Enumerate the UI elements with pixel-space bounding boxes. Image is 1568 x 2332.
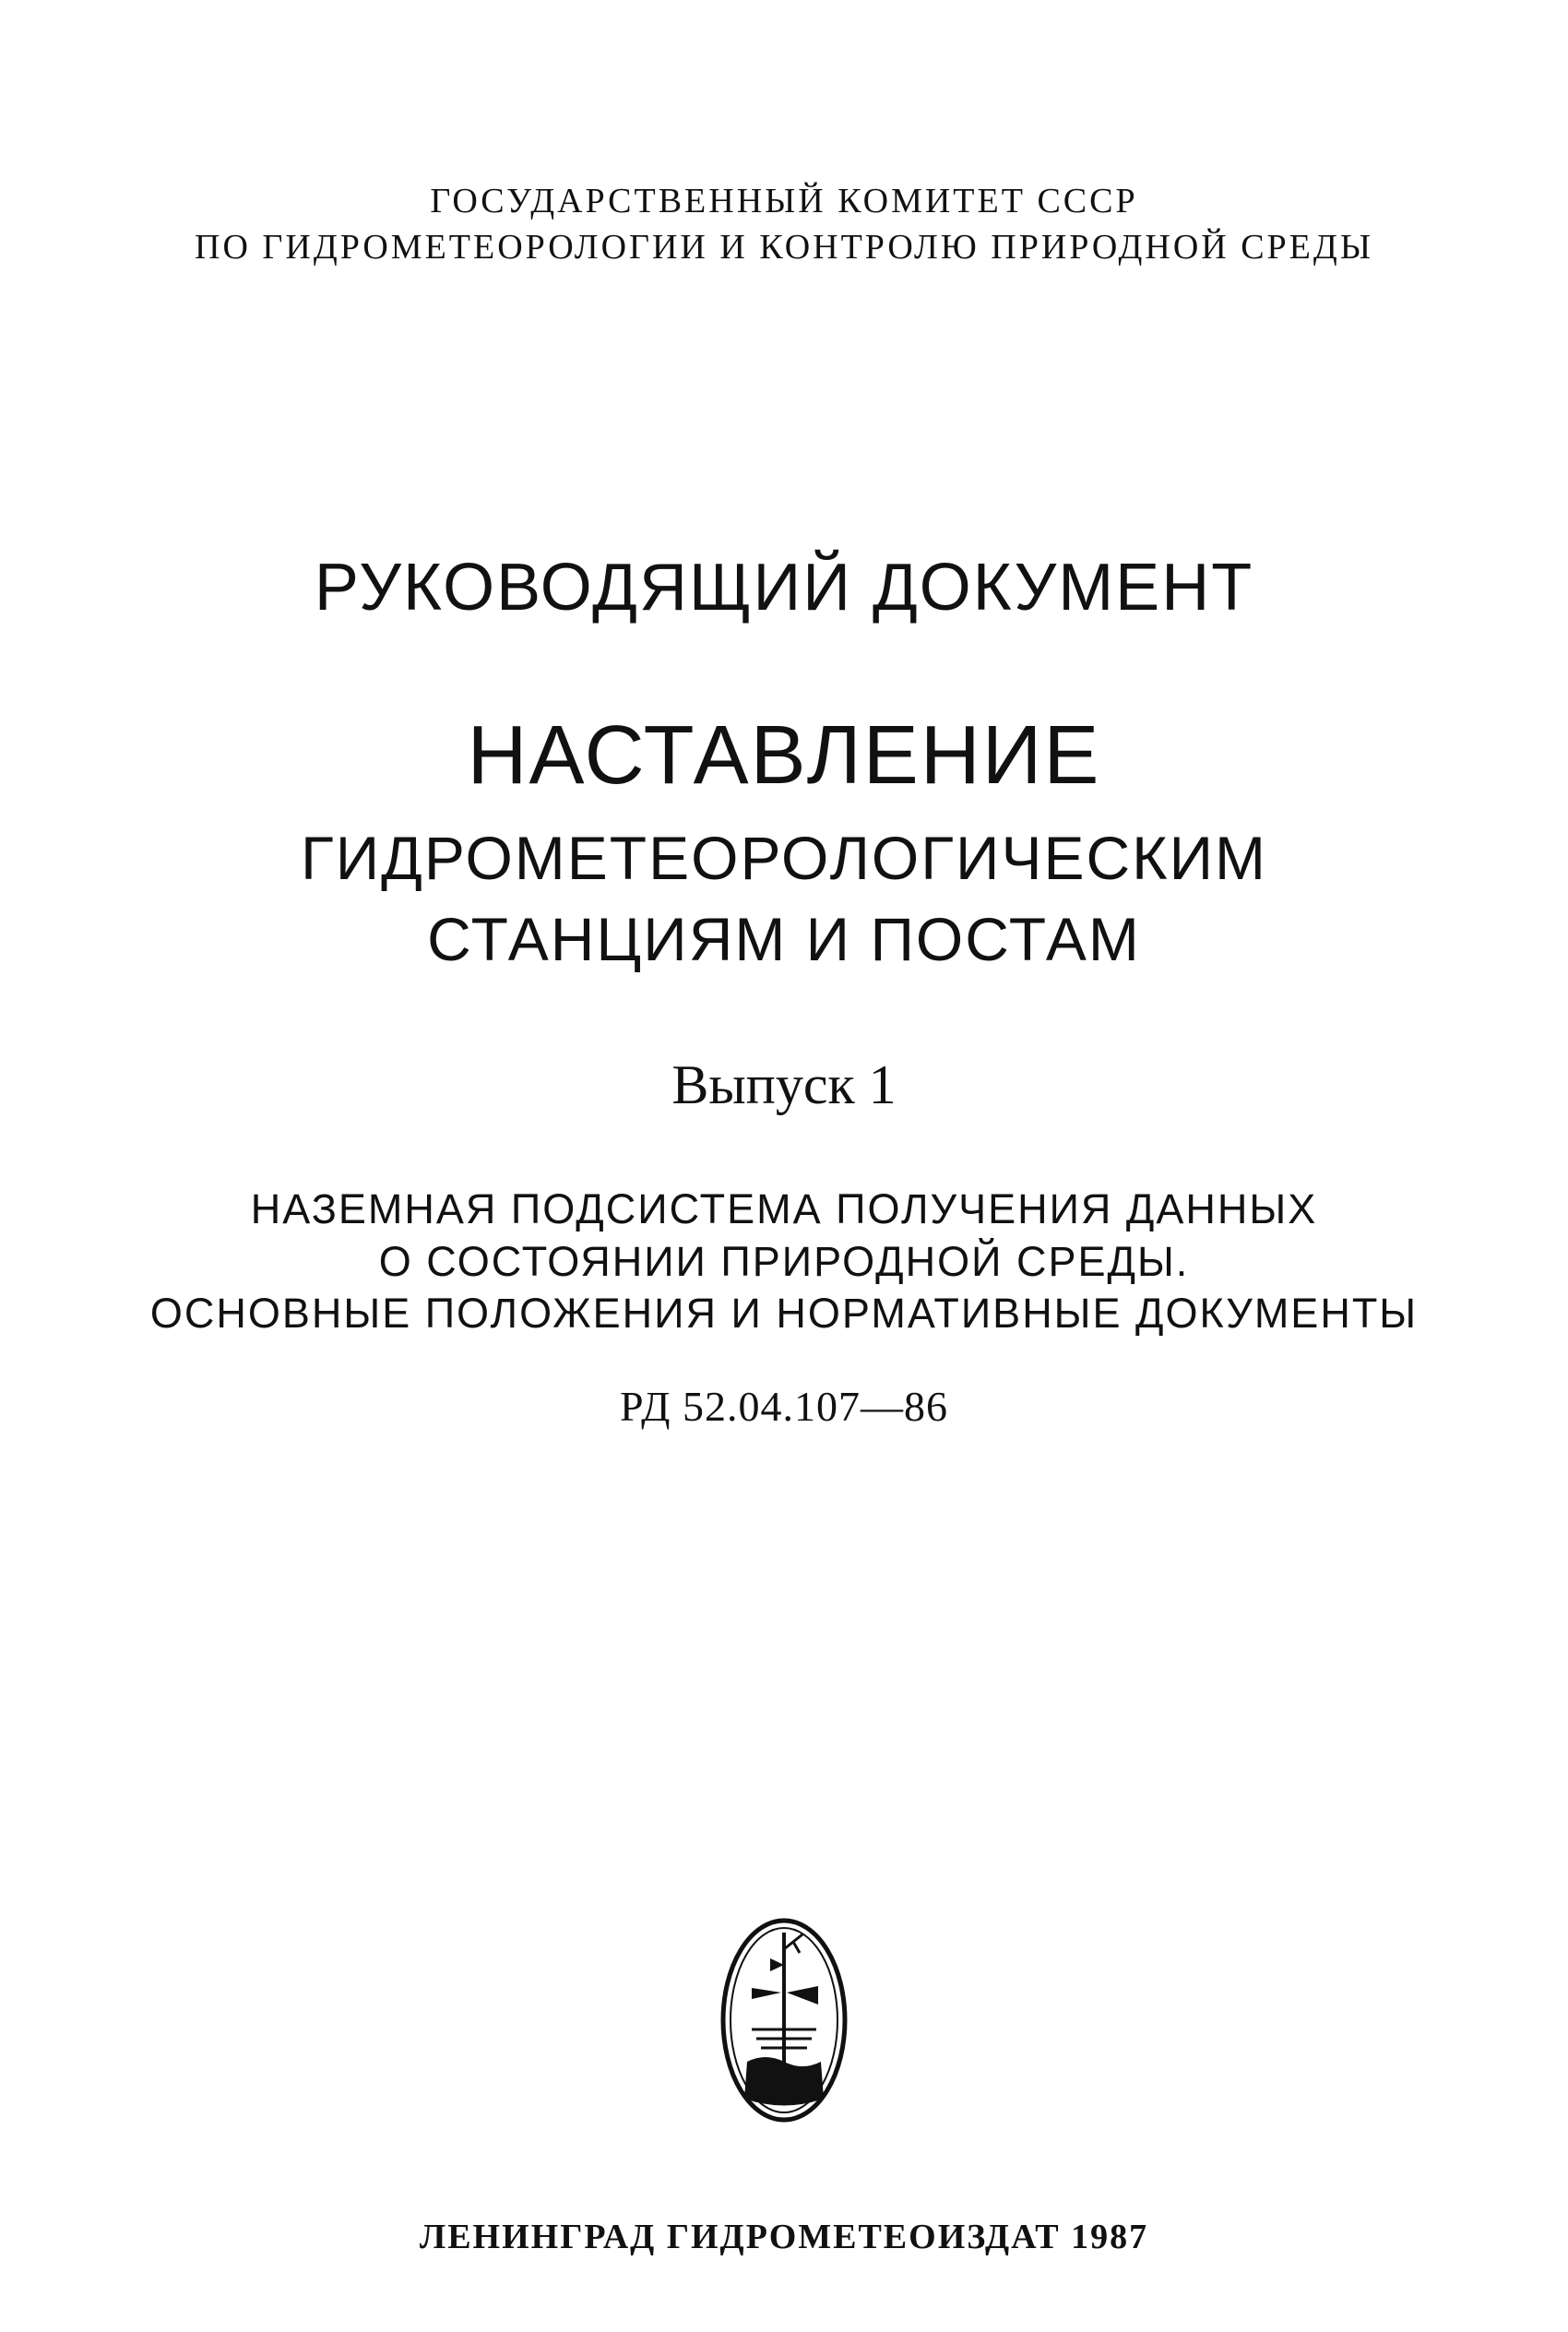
topic-line-2: О СОСТОЯНИИ ПРИРОДНОЙ СРЕДЫ.	[378, 1238, 1190, 1285]
topic-line-1: НАЗЕМНАЯ ПОДСИСТЕМА ПОЛУЧЕНИЯ ДАННЫХ	[250, 1185, 1318, 1232]
agency-line-2: ПО ГИДРОМЕТЕОРОЛОГИИ И КОНТРОЛЮ ПРИРОДНОЙ СРЕДЫ	[195, 228, 1373, 267]
weathervane-emblem-icon	[715, 1914, 853, 2126]
issue-number: Выпуск 1	[671, 1054, 897, 1115]
topic-line-3: ОСНОВНЫЕ ПОЛОЖЕНИЯ И НОРМАТИВНЫЕ ДОКУМЕНТЫ	[149, 1290, 1419, 1337]
agency-line-1: ГОСУДАРСТВЕННЫЙ КОМИТЕТ СССР	[430, 182, 1138, 220]
document-type: РУКОВОДЯЩИЙ ДОКУМЕНТ	[314, 551, 1254, 625]
page-title: НАСТАВЛЕНИЕ	[467, 709, 1101, 802]
subtitle-line-2: СТАНЦИЯМ И ПОСТАМ	[427, 905, 1141, 973]
imprint: ЛЕНИНГРАД ГИДРОМЕТЕОИЗДАТ 1987	[419, 2218, 1149, 2256]
document-code: РД 52.04.107—86	[619, 1383, 948, 1430]
subtitle-line-1: ГИДРОМЕТЕОРОЛОГИЧЕСКИМ	[301, 824, 1267, 892]
